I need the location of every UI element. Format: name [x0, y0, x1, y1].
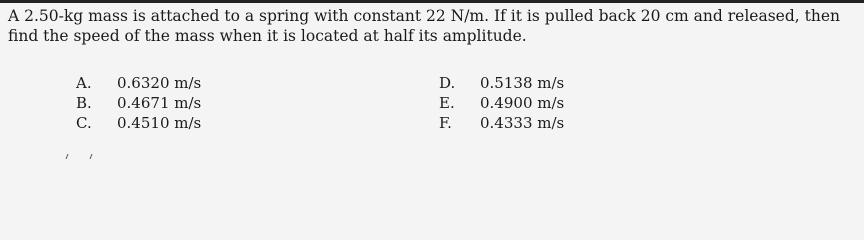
choice-value: 0.4900 m/s [480, 94, 565, 112]
question-line-2: find the speed of the mass when it is located at half its amplitude. [8, 27, 527, 45]
choice-letter: C. [76, 114, 92, 132]
choice-letter: F. [439, 114, 452, 132]
question-text [8, 6, 858, 46]
question-line-1: A 2.50-kg mass is attached to a spring with constant 22 N/m. If it is pulled back 20 cm and released, then [8, 7, 840, 25]
choice-letter: E. [439, 94, 455, 112]
choice-letter: A. [76, 74, 92, 92]
choice-letter: B. [76, 94, 92, 112]
choice-value: 0.4333 m/s [480, 114, 565, 132]
choice-value: 0.4510 m/s [117, 114, 202, 132]
cropped-glyph-fragment [62, 152, 98, 159]
choice-value: 0.4671 m/s [117, 94, 202, 112]
top-border-rule [0, 0, 864, 3]
choice-value: 0.5138 m/s [480, 74, 565, 92]
choice-letter: D. [439, 74, 456, 92]
choice-value: 0.6320 m/s [117, 74, 202, 92]
